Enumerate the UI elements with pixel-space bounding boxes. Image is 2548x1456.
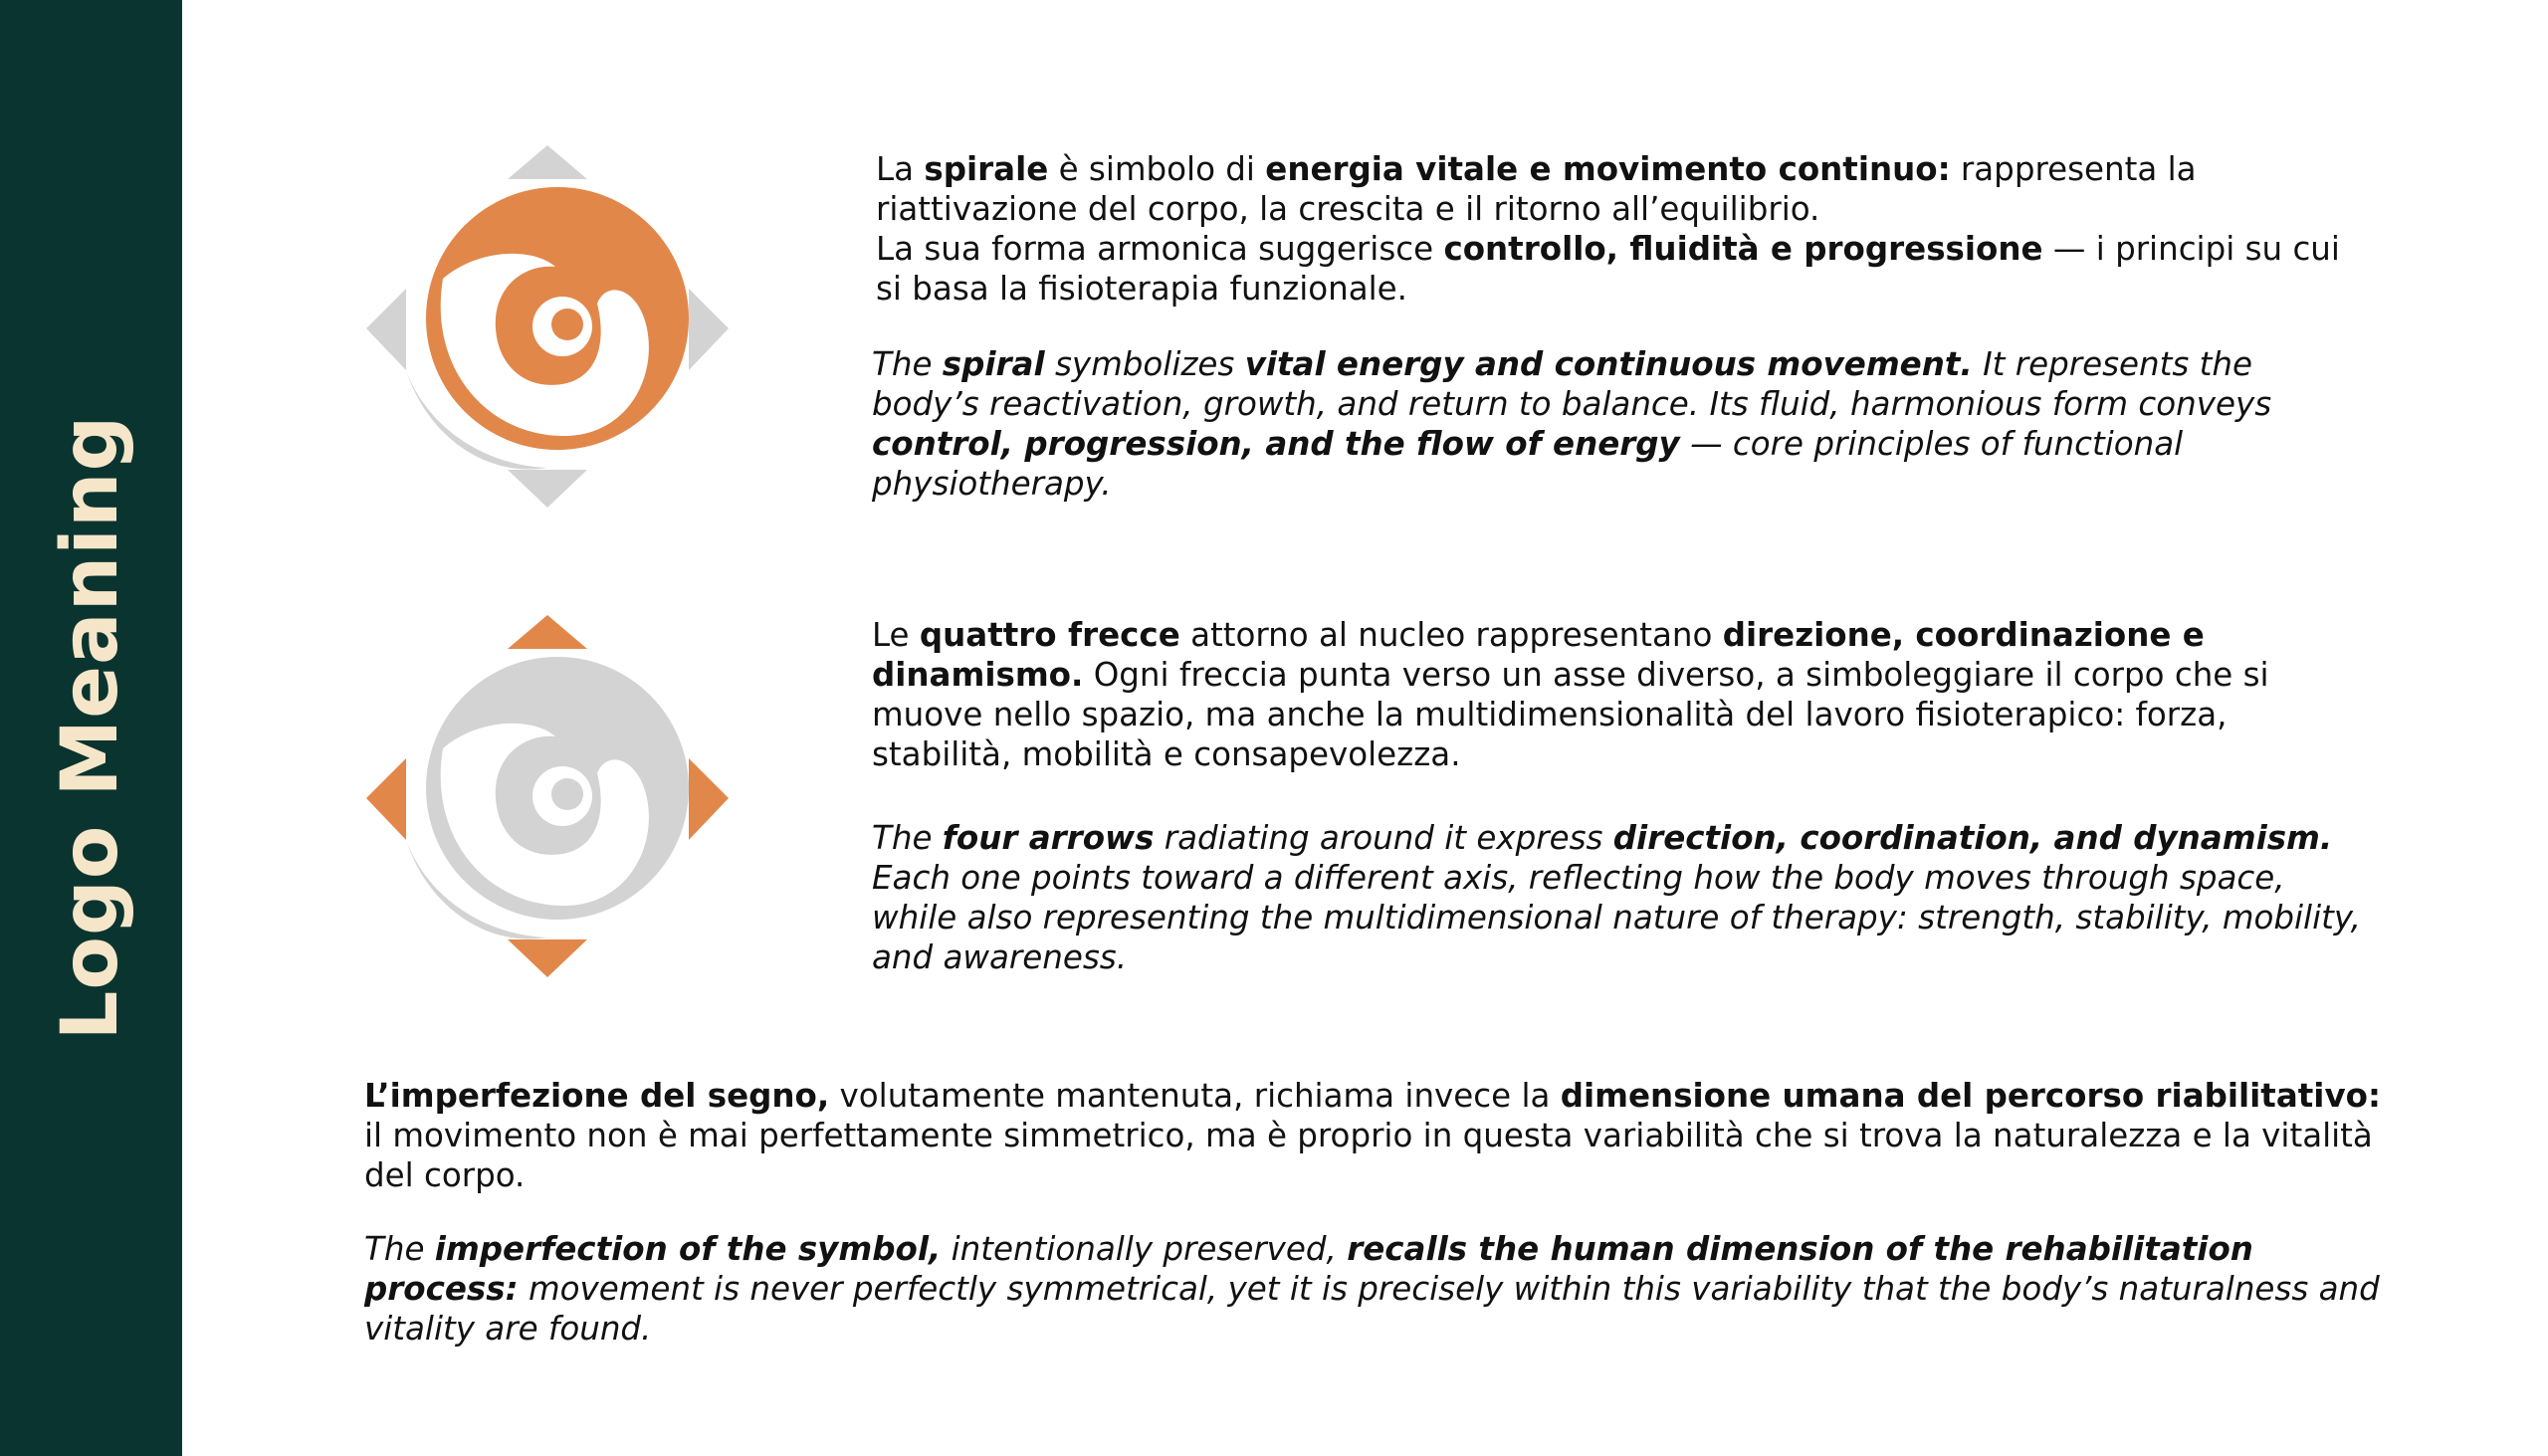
text-span: radiating around it express [1154,819,1613,857]
arrows-description-en [872,818,2375,977]
text-span: è simbolo di [1048,150,1266,188]
arrow-left-icon [366,758,406,840]
bold-span: direzione, coordinazione e dinamismo. [872,616,2205,694]
bold-span: control, progression, and the flow of energy [872,425,1680,463]
text-span: — core principles of functional physiotherapy. [872,425,2184,503]
text-span: — i principi su cui si basa la fisioterapia funzionale. [876,230,2340,308]
arrow-up-icon [508,145,587,179]
arrows-paragraph-en [872,818,2375,977]
imperfection-description-en [364,1229,2405,1349]
spiral-core [551,778,583,810]
text-span: La [876,150,925,188]
bold-span: controllo, fluidità e progressione [1443,230,2043,268]
spiral-logo-arrows-icon [358,609,737,987]
imperfection-description-it [364,1076,2405,1195]
arrow-down-icon [508,470,587,508]
text-span: Le [872,616,920,654]
bold-span: vital energy and continuous movement. [1244,345,1973,383]
arrows-description-it [872,615,2365,774]
text-span: rappresenta la riattivazione del corpo, la crescita e il ritorno all’equilibrio. [876,150,2197,228]
spiral-paragraph-it [876,149,2369,309]
arrow-right-icon [689,289,729,370]
text-span: attorno al nucleo rappresentano [1179,616,1723,654]
text-span: il movimento non è mai perfettamente simmetrico, ma è proprio in questa variabilità che si trova la naturalezza e la vitalità del corpo. [364,1117,2373,1194]
bold-span: recalls the human dimension of the rehabilitation process: [364,1230,2253,1308]
arrow-left-icon [366,289,406,370]
arrow-up-icon [508,615,587,649]
text-span: The [364,1230,435,1268]
spiral-paragraph-en [872,344,2365,504]
text-span: Ogni freccia punta verso un asse diverso, a simboleggiare il corpo che si muove nello spazio, ma anche la multidimensionalità del lavoro fisioterapico: forza, stabilità, mobilità e consapevolezza. [872,656,2269,773]
spiral-core [551,309,583,340]
text-span: The [872,345,943,383]
imperfection-paragraph-en [364,1229,2405,1349]
arrow-right-icon [689,758,729,840]
bold-span: four arrows [942,819,1155,857]
bold-span: energia vitale e movimento continuo: [1265,150,1951,188]
spiral-description-en [872,344,2365,504]
bold-span: direction, coordination, and dynamism. [1612,819,2333,857]
arrow-down-icon [508,939,587,977]
arrows-paragraph-it [872,615,2365,774]
text-span: It represents the body’s reactivation, growth, and return to balance. Its fluid, harmonious form conveys [872,345,2272,423]
bold-span: dimensione umana del percorso riabilitativo: [1560,1077,2381,1115]
bold-span: spiral [942,345,1045,383]
spiral-logo-orange-icon [358,139,737,518]
text-span: movement is never perfectly symmetrical, yet it is precisely within this variability that the body’s naturalness and vitality are found. [364,1270,2380,1348]
text-span: The [872,819,943,857]
bold-span: imperfection of the symbol, [434,1230,942,1268]
bold-span: L’imperfezione del segno, [364,1077,830,1115]
text-span: Each one points toward a different axis, reflecting how the body moves through space, while also representing the multidimensional nature of therapy: strength, stability, mobility, and awareness. [872,859,2361,976]
text-span: La sua forma armonica suggerisce [876,230,1444,268]
bold-span: quattro frecce [919,616,1180,654]
spiral-description-it [876,149,2369,309]
bold-span: spirale [924,150,1049,188]
sidebar-title: Logo Meaning [46,414,135,1041]
sidebar [0,0,182,1456]
text-span: intentionally preserved, [941,1230,1348,1268]
text-span: symbolizes [1044,345,1245,383]
imperfection-paragraph-it [364,1076,2405,1195]
text-span: volutamente mantenuta, richiama invece la [829,1077,1561,1115]
